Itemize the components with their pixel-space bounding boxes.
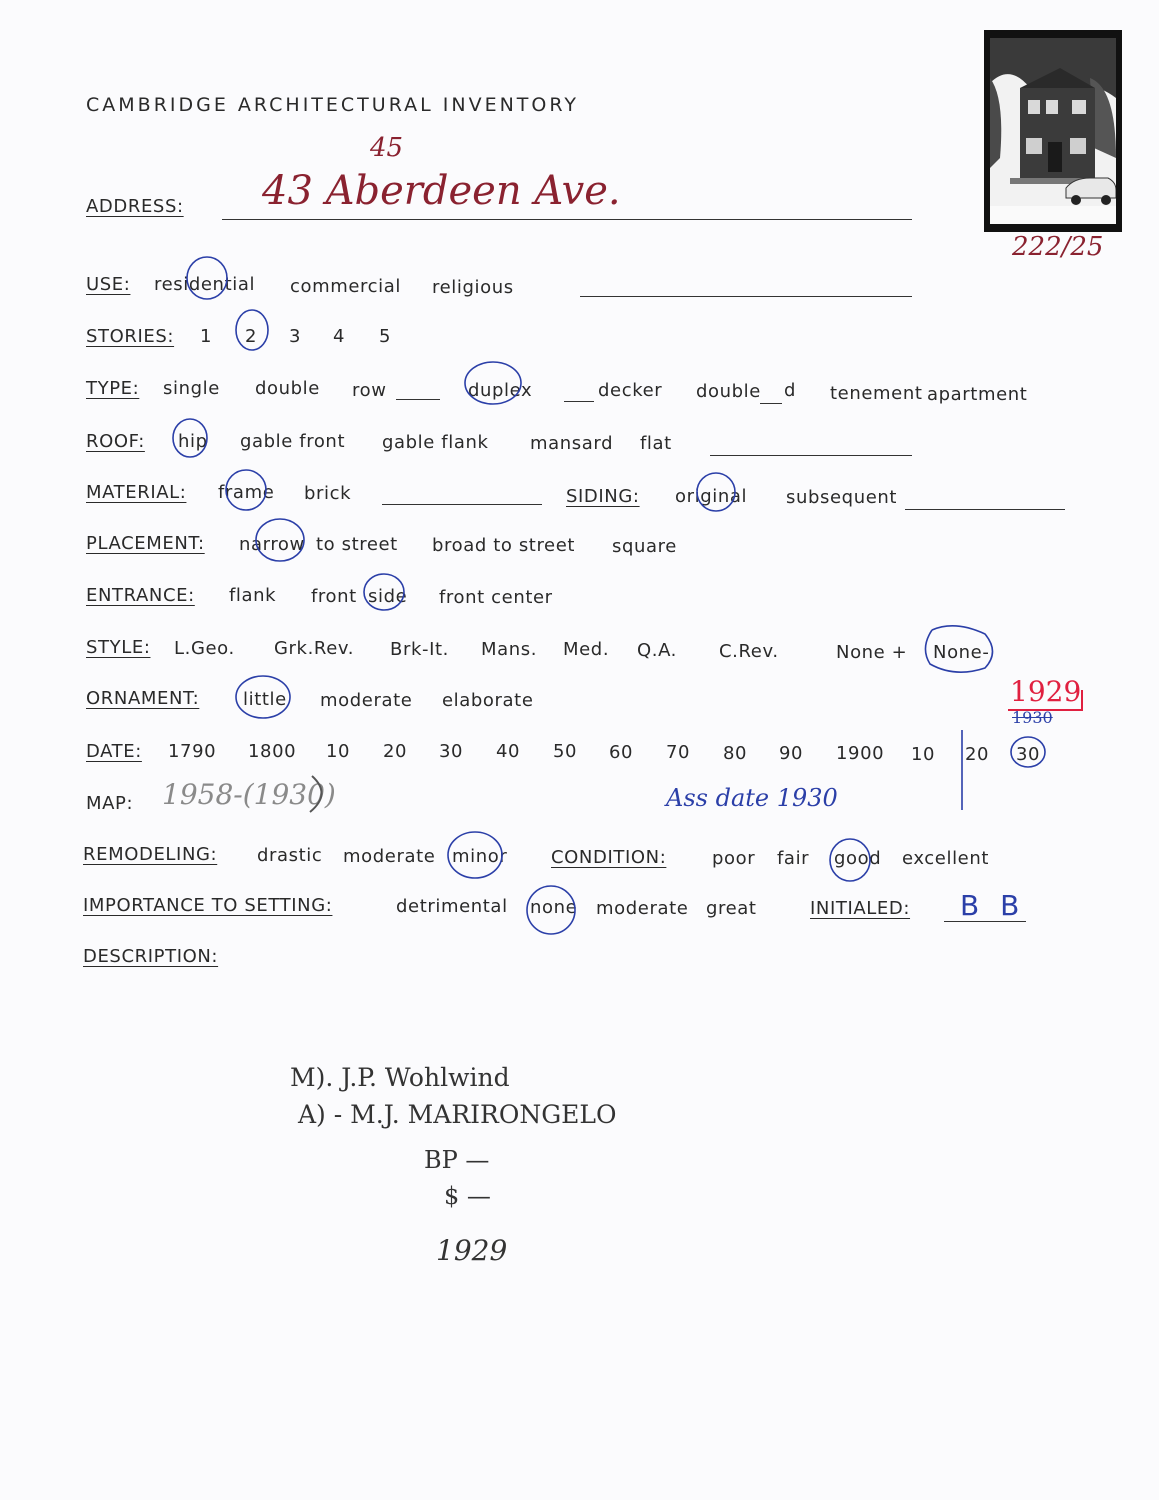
- type-option-single: single: [163, 378, 220, 399]
- use-label: USE:: [86, 274, 131, 295]
- ornament-label: ORNAMENT:: [86, 688, 200, 709]
- date-option-1800: 1800: [248, 741, 297, 762]
- type-option-decker: decker: [598, 380, 663, 401]
- date-option-1900: 1900: [836, 743, 885, 764]
- material-option-frame: frame: [218, 482, 275, 503]
- placement-option-square: square: [612, 536, 677, 557]
- type-double-d-line: [760, 403, 782, 404]
- type-option-tenement: tenement: [830, 383, 923, 404]
- type-decker-line: [564, 401, 594, 402]
- date-option-30: 30: [439, 741, 464, 762]
- entrance-option-front-center: front center: [439, 587, 553, 608]
- entrance-option-front: front: [311, 586, 357, 607]
- date-option-50: 50: [553, 741, 578, 762]
- type-label: TYPE:: [86, 378, 140, 399]
- description-label: DESCRIPTION:: [83, 946, 219, 967]
- date-option-1930: 30: [1016, 744, 1041, 765]
- remodeling-label: REMODELING:: [83, 844, 218, 865]
- use-option-religious: religious: [432, 277, 514, 298]
- map-label: MAP:: [86, 793, 134, 814]
- placement-option-to-street: to street: [316, 534, 398, 555]
- style-option-med: Med.: [563, 639, 610, 660]
- map-note: Ass date 1930: [666, 784, 838, 812]
- condition-option-poor: poor: [712, 848, 756, 869]
- style-option-qa: Q.A.: [637, 640, 678, 661]
- style-option-mans: Mans.: [481, 639, 538, 660]
- entrance-label: ENTRANCE:: [86, 585, 195, 606]
- date-option-10: 10: [326, 741, 351, 762]
- date-option-80: 80: [723, 743, 748, 764]
- ornament-option-elaborate: elaborate: [442, 690, 534, 711]
- date-label: DATE:: [86, 741, 142, 762]
- roof-option-gable-front: gable front: [240, 431, 346, 452]
- type-option-double-d: double: [696, 381, 761, 402]
- type-option-row: row: [352, 380, 387, 401]
- siding-option-subsequent: subsequent: [786, 487, 898, 508]
- style-option-none-plus: None +: [836, 642, 908, 663]
- use-option-residential: residential: [154, 274, 256, 295]
- siding-option-original: original: [675, 486, 748, 507]
- address-line: [222, 219, 912, 220]
- importance-option-detrimental: detrimental: [396, 896, 508, 917]
- date-option-40: 40: [496, 741, 521, 762]
- stories-option-3: 3: [289, 326, 302, 347]
- style-option-grkrev: Grk.Rev.: [274, 638, 355, 659]
- initialed-value: B B: [960, 889, 1026, 922]
- roof-option-hip: hip: [178, 431, 208, 452]
- description-bp: BP —: [424, 1146, 490, 1174]
- stories-label: STORIES:: [86, 326, 175, 347]
- date-option-60: 60: [609, 742, 634, 763]
- ornament-note-red: 1929: [1010, 675, 1082, 708]
- condition-option-good: good: [834, 848, 882, 869]
- roof-option-gable-flank: gable flank: [382, 432, 489, 453]
- style-option-crev: C.Rev.: [719, 641, 779, 662]
- entrance-option-side: side: [368, 586, 408, 607]
- importance-option-none: none: [530, 897, 578, 918]
- use-other-line: [580, 296, 912, 297]
- type-option-double: double: [255, 378, 320, 399]
- material-label: MATERIAL:: [86, 482, 187, 503]
- importance-option-moderate: moderate: [596, 898, 689, 919]
- stories-option-2: 2: [245, 326, 258, 347]
- stories-option-1: 1: [200, 326, 213, 347]
- house-photo: [984, 30, 1122, 232]
- style-label: STYLE:: [86, 637, 151, 658]
- type-option-apartment: apartment: [927, 384, 1028, 405]
- siding-other-line: [905, 509, 1065, 510]
- ornament-note-blue: 1930: [1012, 708, 1053, 727]
- form-title: CAMBRIDGE ARCHITECTURAL INVENTORY: [86, 94, 579, 116]
- map-value: 1958-(1930): [162, 778, 336, 811]
- address-value: 43 Aberdeen Ave.: [262, 168, 621, 214]
- siding-label: SIDING:: [566, 486, 640, 507]
- house-photo-image: [990, 38, 1116, 224]
- date-option-90: 90: [779, 743, 804, 764]
- date-option-1920: 20: [965, 744, 990, 765]
- placement-label: PLACEMENT:: [86, 533, 205, 554]
- stories-option-5: 5: [379, 326, 392, 347]
- description-year: 1929: [436, 1234, 508, 1267]
- material-other-line: [382, 504, 542, 505]
- description-cost: $ —: [444, 1182, 491, 1210]
- remodeling-option-moderate: moderate: [343, 846, 436, 867]
- date-option-1910: 10: [911, 744, 936, 765]
- date-option-1790: 1790: [168, 741, 217, 762]
- initialed-label: INITIALED:: [810, 898, 911, 919]
- entrance-option-flank: flank: [229, 585, 277, 606]
- placement-option-narrow: narrow: [239, 534, 305, 555]
- roof-option-flat: flat: [640, 433, 672, 454]
- ornament-option-moderate: moderate: [320, 690, 413, 711]
- style-option-lgeo: L.Geo.: [174, 638, 235, 659]
- condition-label: CONDITION:: [551, 847, 667, 868]
- date-option-70: 70: [666, 742, 691, 763]
- placement-option-broad: broad to street: [432, 535, 576, 556]
- type-option-d: d: [784, 380, 797, 401]
- style-option-none-minus: None-: [933, 642, 990, 663]
- roof-option-mansard: mansard: [530, 433, 614, 454]
- address-label: ADDRESS:: [86, 196, 184, 217]
- roof-label: ROOF:: [86, 431, 145, 452]
- material-option-brick: brick: [304, 483, 352, 504]
- type-row-line: [396, 399, 440, 400]
- remodeling-option-minor: minor: [452, 846, 508, 867]
- address-alt-number: 45: [370, 133, 404, 163]
- description-architect-alt: A) - M.J. MARIRONGELO: [298, 1100, 617, 1129]
- importance-label: IMPORTANCE TO SETTING:: [83, 895, 333, 916]
- style-option-brkit: Brk-It.: [390, 639, 449, 660]
- ornament-option-little: little: [243, 689, 287, 710]
- importance-option-great: great: [706, 898, 757, 919]
- roof-other-line: [710, 455, 912, 456]
- description-architect: M). J.P. Wohlwind: [290, 1063, 510, 1092]
- condition-option-fair: fair: [777, 848, 810, 869]
- remodeling-option-drastic: drastic: [257, 845, 323, 866]
- use-option-commercial: commercial: [290, 276, 401, 297]
- type-option-duplex: duplex: [468, 380, 533, 401]
- date-option-20: 20: [383, 741, 408, 762]
- condition-option-excellent: excellent: [902, 848, 990, 869]
- photo-number: 222/25: [1012, 232, 1104, 262]
- stories-option-4: 4: [333, 326, 346, 347]
